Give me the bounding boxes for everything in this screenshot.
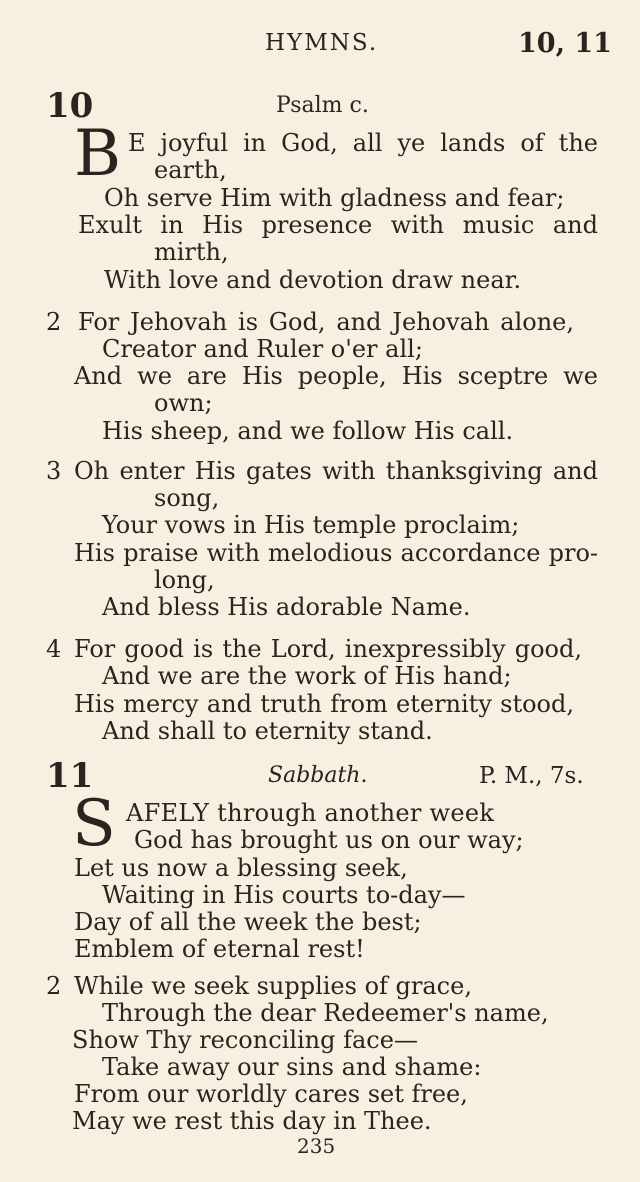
page-number: 235	[297, 1134, 336, 1158]
hymn-11-title: Sabbath.	[268, 763, 368, 788]
verse-line: And we are the work of His hand;	[102, 662, 512, 690]
hymn-11-meter: P. M., 7s.	[479, 763, 584, 789]
verse-line: While we seek supplies of grace,	[74, 972, 472, 1000]
verse-line: God has brought us on our way;	[134, 826, 524, 854]
verse-line: Through the dear Redeemer's name,	[102, 999, 549, 1027]
verse-line: His praise with melodious accordance pro-	[74, 539, 598, 567]
verse-line: Show Thy reconciling face—	[72, 1026, 418, 1054]
verse-line: Exult in His presence with music and	[78, 211, 598, 239]
verse-line: Your vows in His temple proclaim;	[102, 511, 520, 539]
verse-line: For good is the Lord, inexpressibly good,	[74, 635, 582, 663]
verse-line: Let us now a blessing seek,	[74, 854, 408, 882]
verse-line: For Jehovah is God, and Jehovah alone,	[78, 308, 574, 336]
verse-number: 2	[46, 308, 62, 336]
verse-line: From our worldly cares set free,	[74, 1080, 468, 1108]
verse-number: 3	[46, 457, 62, 485]
verse-line: And shall to eternity stand.	[102, 717, 433, 745]
hymn-10-dropcap: B	[74, 117, 122, 191]
verse-line: And bless His adorable Name.	[102, 593, 471, 621]
verse-line: mirth,	[154, 238, 229, 266]
verse-line: long,	[154, 566, 215, 594]
verse-line: Oh serve Him with gladness and fear;	[104, 184, 565, 212]
verse-line: Creator and Ruler o'er all;	[102, 335, 423, 363]
hymn-11-number: 11	[46, 756, 94, 796]
verse-number: 2	[46, 972, 62, 1000]
hymn-11-dropcap: S	[72, 787, 116, 861]
verse-line: His mercy and truth from eternity stood,	[74, 690, 574, 718]
verse-line: Take away our sins and shame:	[102, 1053, 482, 1081]
verse-line: Waiting in His courts to-day—	[102, 881, 466, 909]
verse-line: song,	[154, 484, 220, 512]
verse-line: Oh enter His gates with thanksgiving and	[74, 457, 598, 485]
running-header-title: HYMNS.	[265, 30, 379, 56]
verse-line: With love and devotion draw near.	[104, 266, 522, 294]
verse-line: earth,	[154, 156, 227, 184]
verse-line: Day of all the week the best;	[74, 908, 422, 936]
running-header-hymn-numbers: 10, 11	[518, 28, 612, 59]
verse-line: May we rest this day in Thee.	[72, 1107, 432, 1135]
verse-line: Emblem of eternal rest!	[74, 935, 365, 963]
verse-line: own;	[154, 389, 213, 417]
hymn-10-number: 10	[46, 86, 94, 126]
verse-number: 4	[46, 635, 62, 663]
verse-line: His sheep, and we follow His call.	[102, 417, 514, 445]
verse-line: AFELY through another week	[126, 799, 495, 827]
hymn-10-title: Psalm c.	[276, 93, 369, 118]
verse-line: And we are His people, His sceptre we	[74, 362, 598, 390]
verse-line: E joyful in God, all ye lands of the	[128, 129, 598, 157]
